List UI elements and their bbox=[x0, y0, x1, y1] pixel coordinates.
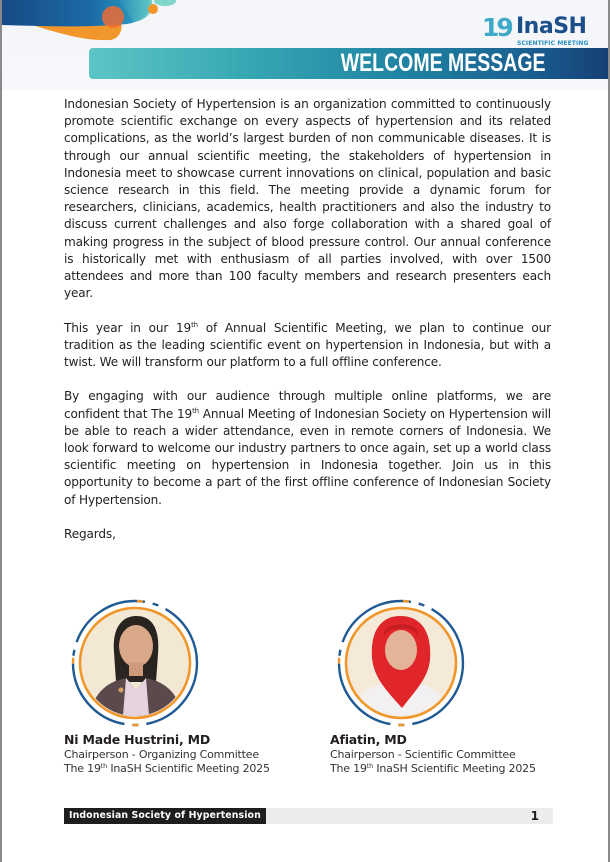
page-number: 1 bbox=[530, 809, 539, 823]
portrait-woman-hijab-icon bbox=[336, 598, 466, 728]
signer-role: Chairperson - Scientific Committee bbox=[330, 748, 516, 761]
closing-regards: Regards, bbox=[64, 527, 116, 542]
paragraph-engagement bbox=[64, 388, 551, 508]
superscript: th bbox=[192, 406, 199, 415]
page-footer bbox=[64, 808, 553, 824]
text-run: This year in our 19 bbox=[64, 320, 192, 335]
text-run: InaSH Scientific Meeting 2025 bbox=[107, 762, 270, 775]
text-run: Annual Meeting of Indonesian Society on Hypertension will be able to reach a wider attendance, even in remote corners of Indonesia. We look forward to welcome our industry partners to once again, set up a world class scientific meeting on hypertension in Indonesia together. Join us in this opportunity to become a part of the first offline conference of Indonesian Society of Hypertension. bbox=[64, 406, 551, 507]
signer-organizing-chair bbox=[64, 598, 324, 776]
portrait-photo bbox=[70, 598, 200, 728]
logo-name: InaSH bbox=[516, 14, 587, 39]
signer-name: Afiatin, MD bbox=[330, 732, 407, 747]
page-title: WELCOME MESSAGE bbox=[341, 49, 546, 77]
decorative-shapes-icon bbox=[2, 0, 202, 46]
title-banner bbox=[89, 48, 608, 79]
text-run: InaSH Scientific Meeting 2025 bbox=[373, 762, 536, 775]
logo-subtitle: SCIENTIFIC MEETING bbox=[517, 40, 589, 47]
text-run: The 19 bbox=[330, 762, 367, 775]
paragraph-intro: Indonesian Society of Hypertension is an organization committed to continuously promote scientific exchange on every aspects of hypertension and its related complications, as the world’s largest burden of non communicable diseases. It is through our annual scientific meeting, the stakeholders of hypertension in Indonesia meet to showcase current innovations on clinical, population and basic science research in this field. The meeting provide a dynamic forum for researchers, clinicians, academics, health practitioners and also the industry to discuss current challenges and also forge collaboration with a shared goal of making progress in the subject of blood pressure control. Our annual conference is historically met with enthusiasm of all parties involved, with over 1500 attendees and more than 100 faculty members and research presenters each year. bbox=[64, 97, 551, 301]
welcome-message-body bbox=[64, 96, 551, 560]
paragraph-this-year bbox=[64, 320, 551, 372]
superscript: th bbox=[191, 320, 198, 329]
portrait-woman-blazer-icon bbox=[70, 598, 200, 728]
portrait-photo bbox=[336, 598, 466, 728]
text-run: By engaging with our audience through multiple online platforms, we are confident that The 19 bbox=[64, 389, 551, 421]
logo-number: 19 bbox=[482, 13, 511, 42]
signer-name: Ni Made Hustrini, MD bbox=[64, 732, 211, 747]
superscript: th bbox=[366, 762, 374, 770]
inash-logo bbox=[482, 14, 594, 48]
signer-scientific-chair bbox=[330, 598, 590, 776]
signer-role: Chairperson - Organizing Committee bbox=[64, 748, 259, 761]
signer-event bbox=[64, 762, 324, 776]
signer-event bbox=[330, 762, 590, 776]
superscript: th bbox=[100, 762, 108, 770]
text-run: of Annual Scientific Meeting, we plan to continue our tradition as the leading scientific event on hypertension in Indonesia, but with a twist. We will transform our platform to a full offline conference. bbox=[64, 320, 551, 370]
footer-organization-label: Indonesian Society of Hypertension bbox=[64, 808, 266, 824]
text-run: The 19 bbox=[64, 762, 101, 775]
